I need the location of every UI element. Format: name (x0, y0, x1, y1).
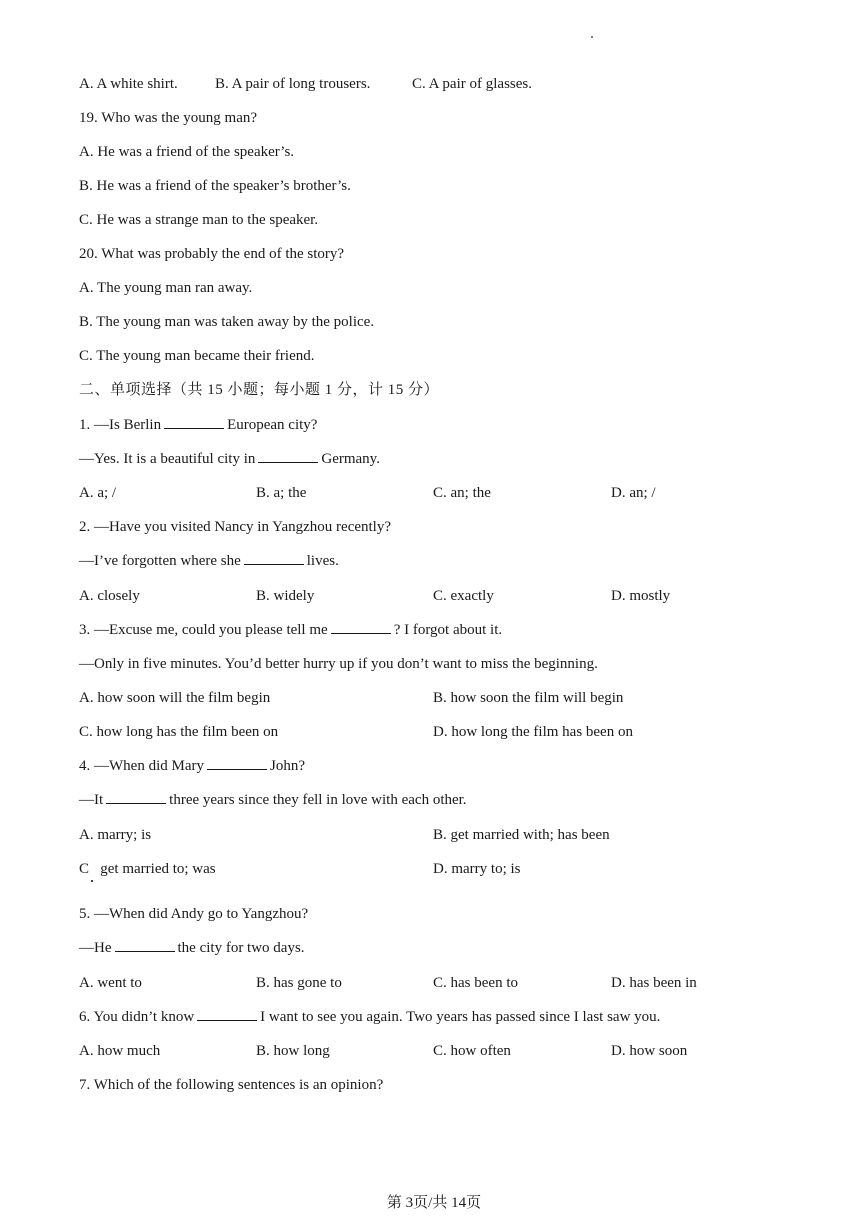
mc1-text-post: European city? (227, 417, 318, 433)
q20-option-a: A. The young man ran away. (79, 280, 253, 296)
mc6-question (79, 1007, 660, 1027)
q18-option-c: C. A pair of glasses. (412, 76, 532, 92)
q20-question: 20. What was probably the end of the story? (79, 246, 345, 262)
mc6-option-a: A. how much (79, 1043, 161, 1059)
answer-blank (115, 938, 175, 952)
mc1-reply-post: Germany. (321, 451, 380, 467)
scan-dot (591, 36, 593, 38)
mc4-reply-post: three years since they fell in love with each other. (169, 792, 467, 808)
answer-blank (164, 415, 224, 429)
mc4-text-pre: 4. —When did Mary (79, 758, 204, 774)
mc1-option-a: A. a; / (79, 485, 117, 501)
mc3-option-c: C. how long has the film been on (79, 724, 279, 740)
q20-option-b: B. The young man was taken away by the police. (79, 314, 375, 330)
mc5-option-b: B. has gone to (256, 975, 342, 991)
mc6-text-post: I want to see you again. Two years has passed since I last saw you. (260, 1009, 661, 1025)
mc5-option-a: A. went to (79, 975, 142, 991)
mc4-option-d: D. marry to; is (433, 861, 521, 877)
mc4-option-c: C get married to; was (79, 861, 216, 877)
mc3-question (79, 620, 502, 640)
mc1-option-c: C. an; the (433, 485, 491, 501)
mc6-option-c: C. how often (433, 1043, 511, 1059)
mc7-question: 7. Which of the following sentences is an opinion? (79, 1077, 384, 1093)
answer-blank (244, 551, 304, 565)
mc2-question: 2. —Have you visited Nancy in Yangzhou recently? (79, 519, 392, 535)
mc4-text-post: John? (269, 758, 305, 774)
mc2-option-a: A. closely (79, 588, 140, 604)
mc3-reply: —Only in five minutes. You’d better hurry up if you don’t want to miss the beginning. (79, 656, 598, 672)
answer-blank (106, 790, 166, 804)
mc6-option-d: D. how soon (611, 1043, 688, 1059)
mc2-option-b: B. widely (256, 588, 315, 604)
q18-option-a: A. A white shirt. (79, 76, 178, 92)
mc4-option-b: B. get married with; has been (433, 827, 610, 843)
mc2-reply (79, 551, 339, 571)
mc3-option-a: A. how soon will the film begin (79, 690, 271, 706)
mc6-text-pre: 6. You didn’t know (79, 1009, 195, 1025)
mc2-option-c: C. exactly (433, 588, 494, 604)
q19-option-c: C. He was a strange man to the speaker. (79, 212, 319, 228)
mc3-text-post: ? I forgot about it. (393, 622, 503, 638)
mc2-reply-pre: —I’ve forgotten where she (79, 553, 241, 569)
section-title: 二、单项选择（共 15 小题；每小题 1 分，计 15 分） (79, 382, 440, 398)
mc5-reply (79, 938, 305, 958)
q19-question: 19. Who was the young man? (79, 110, 258, 126)
mc1-text-pre: 1. —Is Berlin (79, 417, 162, 433)
mc2-option-d: D. mostly (611, 588, 671, 604)
mc3-option-b: B. how soon the film will begin (433, 690, 624, 706)
mc1-reply-pre: —Yes. It is a beautiful city in (79, 451, 256, 467)
mc3-text-pre: 3. —Excuse me, could you please tell me (79, 622, 328, 638)
mc4-question (79, 756, 305, 776)
mc5-option-d: D. has been in (611, 975, 697, 991)
mc1-option-d: D. an; / (611, 485, 656, 501)
scan-dot (91, 880, 93, 882)
mc1-reply (79, 449, 380, 469)
q18-option-b: B. A pair of long trousers. (215, 76, 371, 92)
mc2-reply-post: lives. (306, 553, 339, 569)
mc1-question (79, 415, 317, 435)
answer-blank (207, 756, 267, 770)
q19-option-a: A. He was a friend of the speaker’s. (79, 144, 295, 160)
answer-blank (258, 449, 318, 463)
mc5-option-c: C. has been to (433, 975, 518, 991)
mc5-reply-post: the city for two days. (177, 940, 305, 956)
answer-blank (331, 620, 391, 634)
mc4-reply-pre: —It (79, 792, 104, 808)
mc3-option-d: D. how long the film has been on (433, 724, 633, 740)
mc1-option-b: B. a; the (256, 485, 307, 501)
answer-blank (197, 1007, 257, 1021)
mc5-reply-pre: —He (79, 940, 112, 956)
q19-option-b: B. He was a friend of the speaker’s brother’s. (79, 178, 351, 194)
mc4-reply (79, 790, 467, 810)
page-number: 第 3页/共 14页 (386, 1195, 482, 1211)
q20-option-c: C. The young man became their friend. (79, 348, 315, 364)
mc5-question: 5. —When did Andy go to Yangzhou? (79, 906, 309, 922)
mc4-option-a: A. marry; is (79, 827, 152, 843)
mc6-option-b: B. how long (256, 1043, 330, 1059)
